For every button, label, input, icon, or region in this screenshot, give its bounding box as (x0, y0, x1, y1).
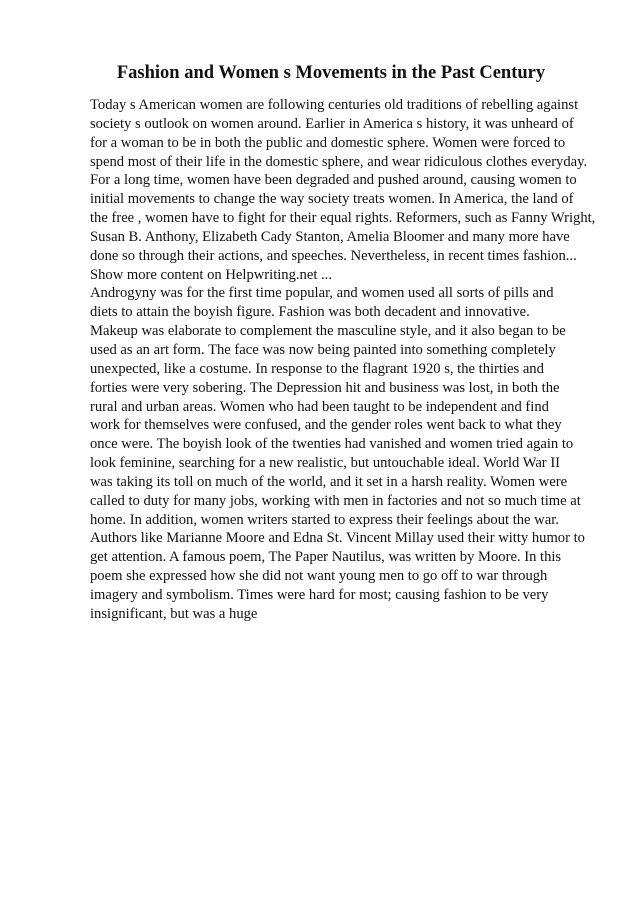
body-line: get attention. A famous poem, The Paper Nautilus, was written by Moore. In this (90, 549, 562, 566)
body-line: diets to attain the boyish figure. Fashion was both decadent and innovative. (90, 304, 530, 321)
document-title: Fashion and Women s Movements in the Past Century (116, 63, 546, 83)
body-line: Makeup was elaborate to complement the masculine style, and it also began to be (90, 323, 566, 340)
body-line: work for themselves were confused, and the gender roles went back to what they (90, 417, 562, 434)
body-line: used as an art form. The face was now being painted into something completely (90, 341, 556, 358)
body-line: was taking its toll on much of the world, and it set in a harsh reality. Women were (90, 473, 568, 490)
body-line: Today s American women are following centuries old traditions of rebelling against (90, 97, 579, 113)
body-line: Authors like Marianne Moore and Edna St. Vincent Millay used their witty humor to (90, 530, 585, 547)
body-line: poem she expressed how she did not want young men to go off to war through (90, 568, 548, 585)
body-line: unexpected, like a costume. In response to the flagrant 1920 s, the thirties and (90, 360, 544, 377)
show-more-line: Show more content on Helpwriting.net ... (90, 266, 332, 283)
body-line: forties were very sobering. The Depression hit and business was lost, in both the (90, 379, 560, 396)
body-line: done so through their actions, and speeches. Nevertheless, in recent times fashion... (90, 247, 577, 264)
document-body (90, 96, 620, 624)
body-line: look feminine, searching for a new realistic, but untouchable ideal. World War II (90, 455, 561, 472)
body-line: for a woman to be in both the public and domestic sphere. Women were forced to (90, 134, 566, 151)
body-line: called to duty for many jobs, working with men in factories and not so much time at (90, 492, 581, 509)
body-line: once were. The boyish look of the twenties had vanished and women tried again to (90, 436, 574, 453)
body-line: insignificant, but was a huge (90, 605, 258, 622)
body-line: initial movements to change the way society treats women. In America, the land of (90, 191, 574, 208)
body-line: home. In addition, women writers started to express their feelings about the war. (90, 511, 559, 528)
body-line: Susan B. Anthony, Elizabeth Cady Stanton, Amelia Bloomer and many more have (90, 228, 570, 245)
body-line: Androgyny was for the first time popular, and women used all sorts of pills and (90, 285, 554, 302)
body-line: the free , women have to fight for their equal rights. Reformers, such as Fanny Wright, (90, 210, 596, 227)
body-line: spend most of their life in the domestic sphere, and wear ridiculous clothes everyday. (90, 153, 588, 170)
body-line: society s outlook on women around. Earlier in America s history, it was unheard of (90, 115, 574, 132)
body-line: imagery and symbolism. Times were hard for most; causing fashion to be very (90, 586, 549, 603)
body-line: rural and urban areas. Women who had been taught to be independent and find (90, 398, 549, 415)
body-line: For a long time, women have been degraded and pushed around, causing women to (90, 172, 577, 189)
